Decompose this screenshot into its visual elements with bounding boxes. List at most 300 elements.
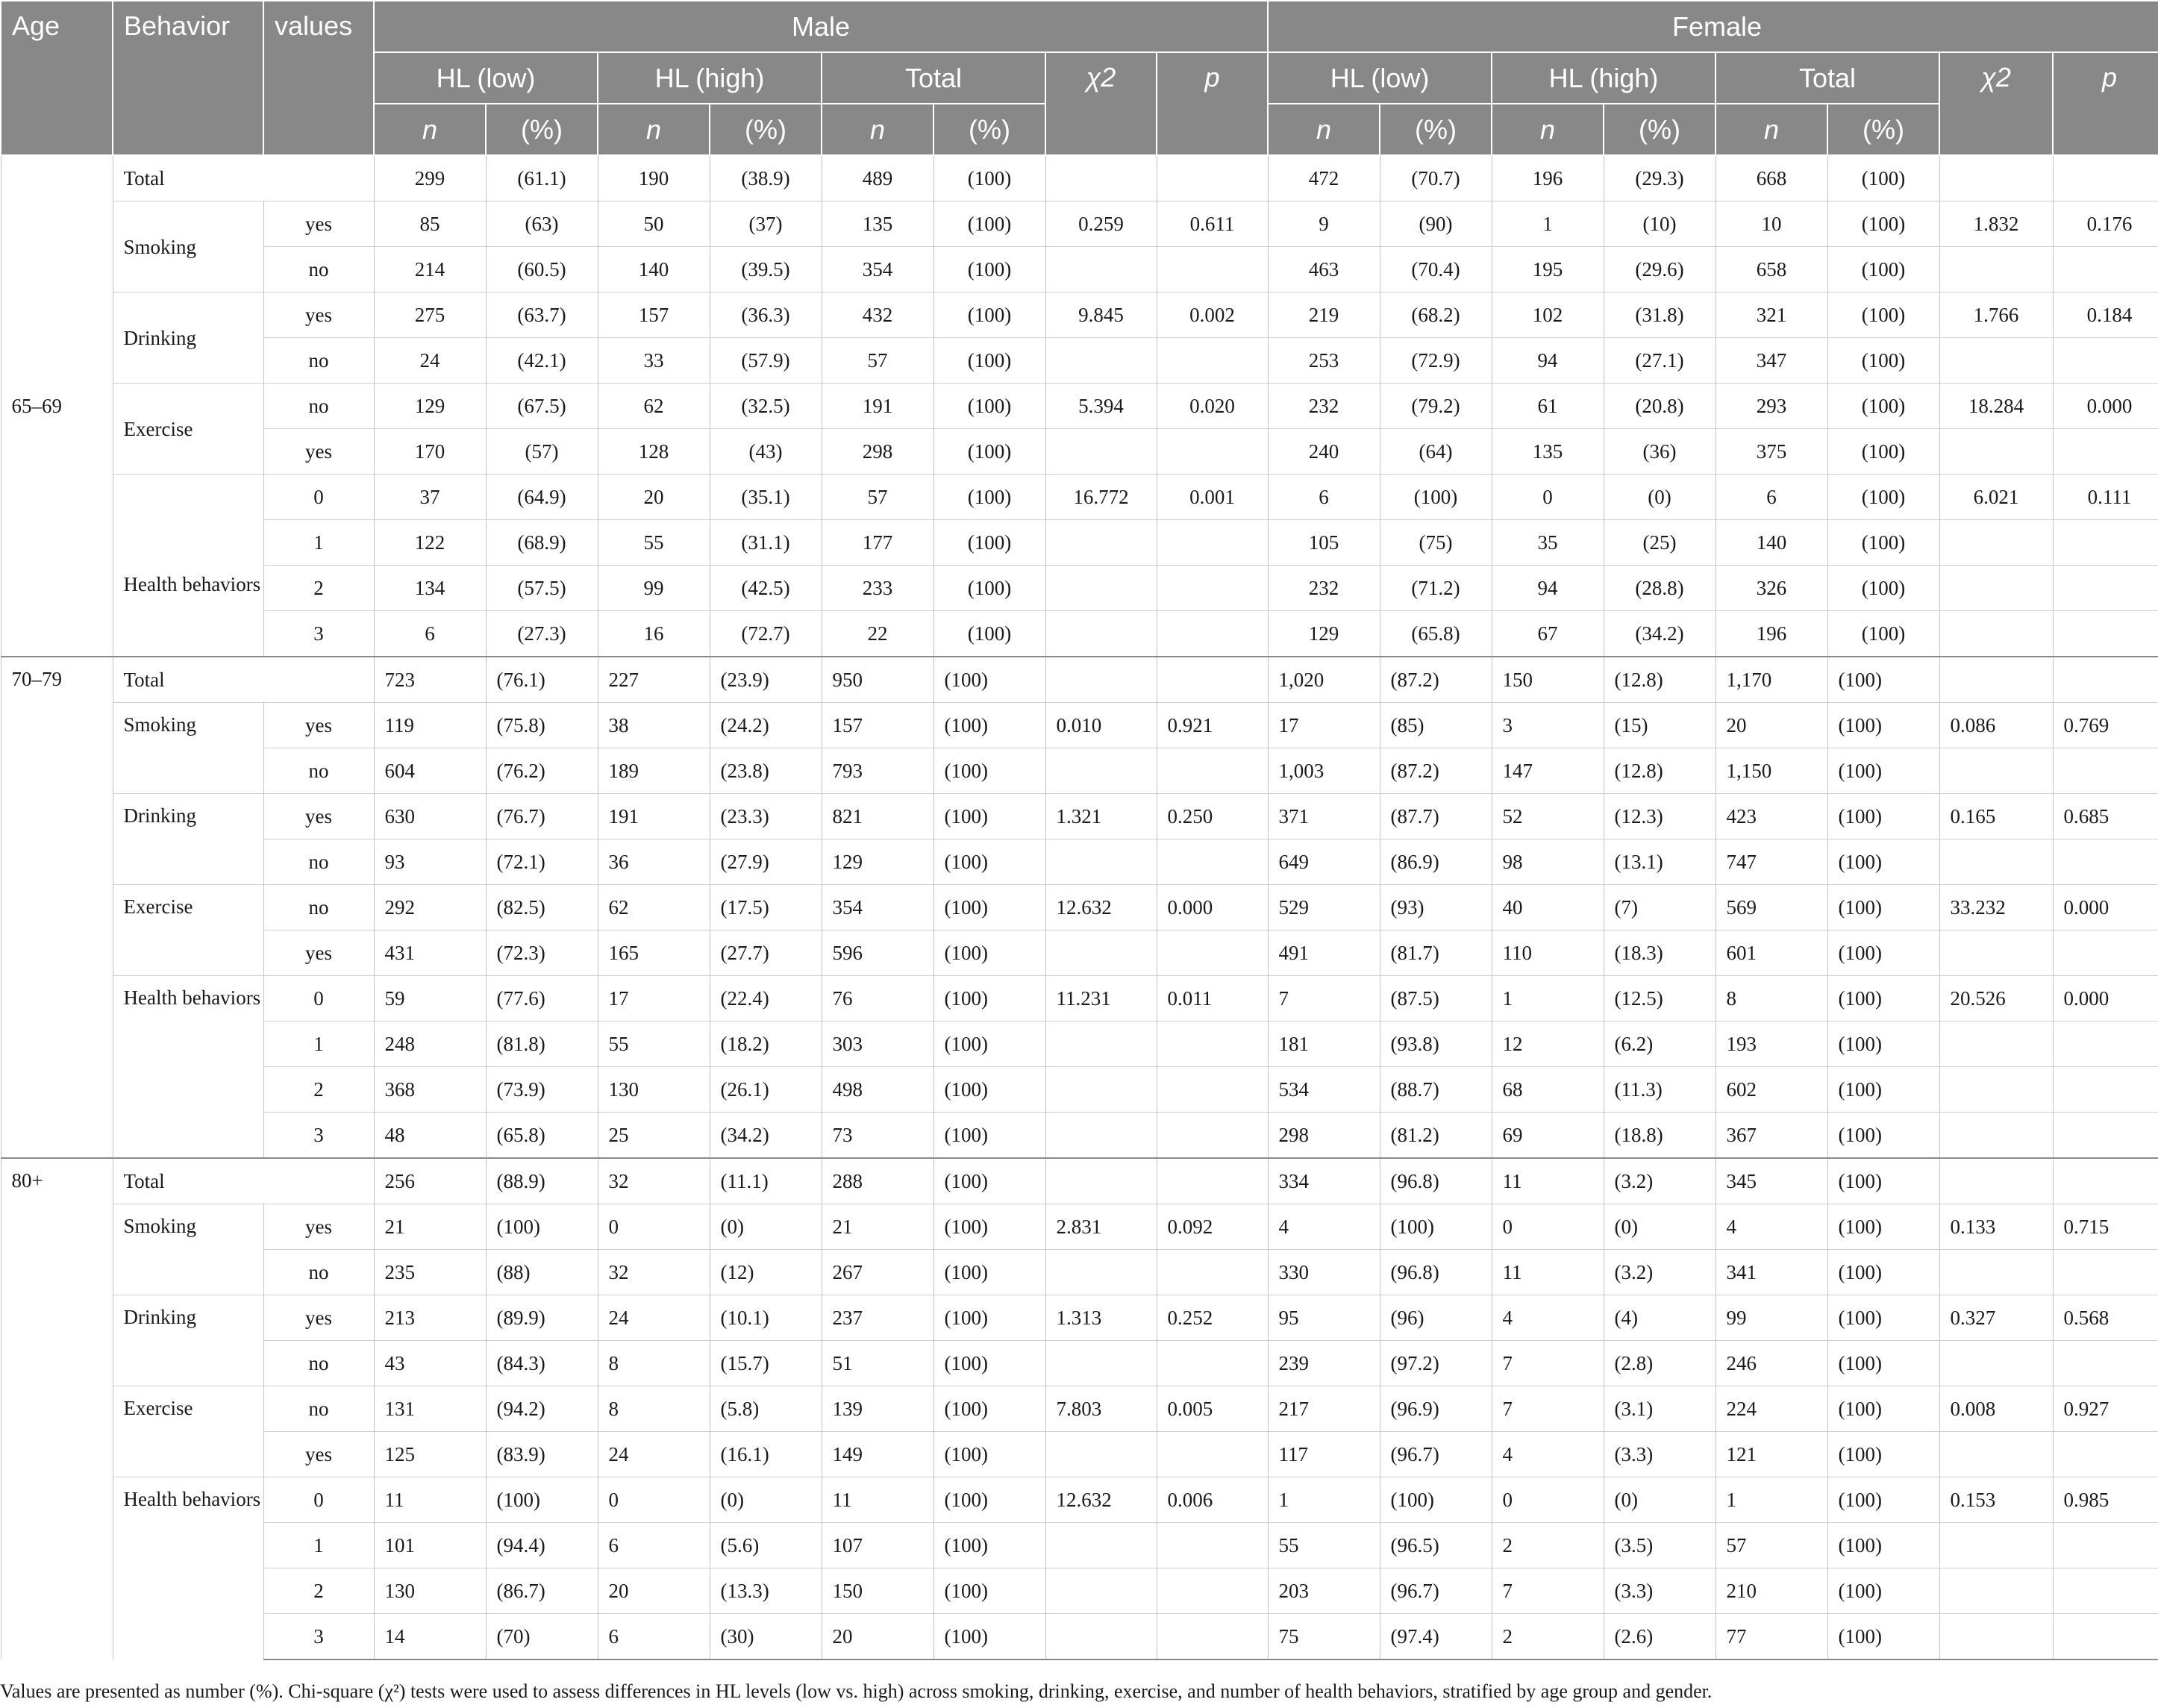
female-cell: 0.000 <box>2053 384 2158 429</box>
value-cell: no <box>263 1341 374 1386</box>
female-total-cell: (100) <box>1827 657 1939 703</box>
value-cell: no <box>263 748 374 794</box>
value-cell: no <box>263 247 374 293</box>
female-total-cell: 334 <box>1268 1158 1380 1204</box>
female-cell: (96.7) <box>1380 1432 1492 1477</box>
male-cell: 0.001 <box>1157 475 1268 520</box>
male-cell: 93 <box>374 839 486 885</box>
male-cell: (83.9) <box>486 1432 598 1477</box>
header-male-total: Total <box>822 52 1045 104</box>
female-cell: 3 <box>1492 703 1604 748</box>
male-cell <box>1157 1067 1268 1113</box>
female-cell: (2.8) <box>1604 1341 1716 1386</box>
female-cell <box>2053 1341 2158 1386</box>
female-cell: (70.4) <box>1380 247 1492 293</box>
male-cell: 36 <box>598 839 710 885</box>
female-cell <box>2053 1250 2158 1295</box>
male-cell: 0 <box>598 1477 710 1523</box>
value-cell: yes <box>263 930 374 976</box>
male-cell: (26.1) <box>710 1067 822 1113</box>
female-cell: 0.568 <box>2053 1295 2158 1341</box>
female-cell: (97.2) <box>1380 1341 1492 1386</box>
age-group-cell: 65–69 <box>1 155 113 657</box>
female-cell: (100) <box>1827 1386 1939 1432</box>
male-cell: (76.2) <box>486 748 598 794</box>
male-cell: 119 <box>374 703 486 748</box>
table-row <box>1 1614 2158 1660</box>
behavior-cell: Drinking <box>113 1295 263 1386</box>
header-values: values <box>263 1 374 155</box>
female-cell: (72.9) <box>1380 338 1492 384</box>
male-cell <box>1157 1022 1268 1067</box>
male-cell: 14 <box>374 1614 486 1660</box>
female-cell: 99 <box>1716 1295 1827 1341</box>
female-cell: 224 <box>1716 1386 1827 1432</box>
female-cell: 181 <box>1268 1022 1380 1067</box>
table-row <box>1 657 2158 703</box>
female-cell: 40 <box>1492 885 1604 930</box>
male-cell: 9.845 <box>1045 293 1157 338</box>
female-cell: 68 <box>1492 1067 1604 1113</box>
female-cell: (0) <box>1604 475 1716 520</box>
female-cell <box>2053 1022 2158 1067</box>
male-cell: 57 <box>822 475 933 520</box>
female-cell: 1 <box>1716 1477 1827 1523</box>
behavior-cell: Health behaviors <box>113 1477 263 1660</box>
male-cell: (100) <box>933 611 1045 657</box>
header-female-chi2: χ2 <box>1939 52 2053 155</box>
male-cell <box>1157 520 1268 566</box>
table-row <box>1 1204 2158 1250</box>
male-cell: 62 <box>598 384 710 429</box>
table-row <box>1 839 2158 885</box>
female-cell: 6.021 <box>1939 475 2053 520</box>
female-cell: 117 <box>1268 1432 1380 1477</box>
female-total-cell: (29.3) <box>1604 155 1716 201</box>
total-label: Total <box>113 1158 374 1204</box>
male-total-cell: 723 <box>374 657 486 703</box>
male-cell: 157 <box>598 293 710 338</box>
female-cell: (100) <box>1827 930 1939 976</box>
female-cell: (93) <box>1380 885 1492 930</box>
male-cell <box>1157 1614 1268 1660</box>
male-cell: 20 <box>822 1614 933 1660</box>
female-cell: 105 <box>1268 520 1380 566</box>
female-cell: 67 <box>1492 611 1604 657</box>
male-cell: (100) <box>933 1067 1045 1113</box>
female-cell <box>1939 748 2053 794</box>
age-group-cell: 80+ <box>1 1158 113 1659</box>
male-cell: (82.5) <box>486 885 598 930</box>
male-cell: (35.1) <box>710 475 822 520</box>
male-cell <box>1045 748 1157 794</box>
female-cell: 1.766 <box>1939 293 2053 338</box>
male-cell: 0.259 <box>1045 201 1157 247</box>
male-total-cell: 489 <box>822 155 933 201</box>
header-male-low-pct: (%) <box>486 104 598 155</box>
female-cell: 0.769 <box>2053 703 2158 748</box>
female-cell: (65.8) <box>1380 611 1492 657</box>
male-cell: (100) <box>933 384 1045 429</box>
male-cell: 0.252 <box>1157 1295 1268 1341</box>
male-cell: 43 <box>374 1341 486 1386</box>
female-cell: 12 <box>1492 1022 1604 1067</box>
female-cell: (27.1) <box>1604 338 1716 384</box>
female-cell: (100) <box>1827 976 1939 1022</box>
value-cell: yes <box>263 429 374 475</box>
male-cell: 59 <box>374 976 486 1022</box>
female-cell: 330 <box>1268 1250 1380 1295</box>
female-cell: (18.3) <box>1604 930 1716 976</box>
value-cell: no <box>263 885 374 930</box>
male-cell: 0.020 <box>1157 384 1268 429</box>
female-cell: 61 <box>1492 384 1604 429</box>
table-row <box>1 1250 2158 1295</box>
male-cell: 298 <box>822 429 933 475</box>
male-cell <box>1157 748 1268 794</box>
male-cell <box>1045 247 1157 293</box>
male-cell <box>1045 1432 1157 1477</box>
value-cell: yes <box>263 1432 374 1477</box>
female-cell: (100) <box>1827 1067 1939 1113</box>
female-cell <box>1939 338 2053 384</box>
female-cell: 7 <box>1492 1386 1604 1432</box>
female-cell: (96.7) <box>1380 1568 1492 1614</box>
female-cell: (3.3) <box>1604 1568 1716 1614</box>
table-row <box>1 338 2158 384</box>
male-cell: (100) <box>933 338 1045 384</box>
female-cell: (97.4) <box>1380 1614 1492 1660</box>
female-cell: (20.8) <box>1604 384 1716 429</box>
male-cell: 1.313 <box>1045 1295 1157 1341</box>
female-cell: (100) <box>1827 1523 1939 1568</box>
table-row <box>1 566 2158 611</box>
female-cell: 6 <box>1268 475 1380 520</box>
male-cell: 73 <box>822 1113 933 1159</box>
female-cell: (93.8) <box>1380 1022 1492 1067</box>
female-cell <box>1939 1341 2053 1386</box>
female-cell: (96.9) <box>1380 1386 1492 1432</box>
male-p-cell <box>1157 1158 1268 1204</box>
male-cell: 125 <box>374 1432 486 1477</box>
female-total-cell: 472 <box>1268 155 1380 201</box>
male-total-cell: (23.9) <box>710 657 822 703</box>
male-total-cell: 288 <box>822 1158 933 1204</box>
female-cell: 649 <box>1268 839 1380 885</box>
male-cell: (100) <box>933 566 1045 611</box>
male-cell: (10.1) <box>710 1295 822 1341</box>
table-row <box>1 1295 2158 1341</box>
female-cell <box>1939 611 2053 657</box>
female-cell <box>2053 429 2158 475</box>
male-p-cell <box>1157 155 1268 201</box>
male-cell: (100) <box>933 703 1045 748</box>
female-cell: (15) <box>1604 703 1716 748</box>
male-cell: 24 <box>374 338 486 384</box>
header-female-total: Total <box>1716 52 1939 104</box>
header-male-low-n: n <box>374 104 486 155</box>
female-cell: (18.8) <box>1604 1113 1716 1159</box>
male-cell: (94.2) <box>486 1386 598 1432</box>
male-cell: 50 <box>598 201 710 247</box>
female-cell: (100) <box>1827 1477 1939 1523</box>
table-row <box>1 201 2158 247</box>
female-cell: (88.7) <box>1380 1067 1492 1113</box>
male-cell: 21 <box>374 1204 486 1250</box>
table-row <box>1 611 2158 657</box>
female-cell: (96) <box>1380 1295 1492 1341</box>
value-cell: yes <box>263 201 374 247</box>
female-cell: (100) <box>1827 1341 1939 1386</box>
header-male-total-n: n <box>822 104 933 155</box>
female-cell: 232 <box>1268 566 1380 611</box>
female-cell: 529 <box>1268 885 1380 930</box>
female-p-cell <box>2053 1158 2158 1204</box>
female-cell <box>1939 1067 2053 1113</box>
male-cell: 6 <box>374 611 486 657</box>
female-cell: 747 <box>1716 839 1827 885</box>
female-cell: 33.232 <box>1939 885 2053 930</box>
female-cell: 140 <box>1716 520 1827 566</box>
female-cell: 52 <box>1492 794 1604 839</box>
female-cell: (100) <box>1827 1022 1939 1067</box>
female-cell: 253 <box>1268 338 1380 384</box>
male-cell: (100) <box>933 1295 1045 1341</box>
male-cell: 20 <box>598 475 710 520</box>
female-cell <box>1939 520 2053 566</box>
male-total-cell: (100) <box>933 1158 1045 1204</box>
male-cell <box>1157 611 1268 657</box>
male-cell <box>1045 839 1157 885</box>
male-cell: (100) <box>933 1022 1045 1067</box>
male-cell: (100) <box>933 1523 1045 1568</box>
female-cell: (100) <box>1827 247 1939 293</box>
female-total-cell: (87.2) <box>1380 657 1492 703</box>
male-cell: (63.7) <box>486 293 598 338</box>
value-cell: 1 <box>263 520 374 566</box>
male-cell <box>1045 1067 1157 1113</box>
male-cell <box>1045 1523 1157 1568</box>
male-cell: 21 <box>822 1204 933 1250</box>
female-cell: (12.8) <box>1604 748 1716 794</box>
table-row <box>1 1341 2158 1386</box>
female-cell: 35 <box>1492 520 1604 566</box>
male-total-cell: (76.1) <box>486 657 598 703</box>
female-cell: (100) <box>1380 1477 1492 1523</box>
female-cell: 463 <box>1268 247 1380 293</box>
header-age: Age <box>1 1 113 155</box>
table-row <box>1 1067 2158 1113</box>
table-row <box>1 1568 2158 1614</box>
male-cell: 76 <box>822 976 933 1022</box>
total-label: Total <box>113 657 374 703</box>
female-cell: (25) <box>1604 520 1716 566</box>
male-cell: (100) <box>486 1204 598 1250</box>
female-cell: (96.5) <box>1380 1523 1492 1568</box>
female-chi2-cell <box>1939 657 2053 703</box>
male-total-cell: 950 <box>822 657 933 703</box>
female-cell: (100) <box>1827 1568 1939 1614</box>
female-cell: (100) <box>1380 475 1492 520</box>
male-cell: 38 <box>598 703 710 748</box>
male-cell: (15.7) <box>710 1341 822 1386</box>
female-cell: 217 <box>1268 1386 1380 1432</box>
male-total-cell: 190 <box>598 155 710 201</box>
male-cell: (100) <box>933 885 1045 930</box>
female-cell <box>1939 1614 2053 1660</box>
male-cell: 107 <box>822 1523 933 1568</box>
male-cell: 55 <box>598 1022 710 1067</box>
male-cell: 821 <box>822 794 933 839</box>
female-cell: 11 <box>1492 1250 1604 1295</box>
male-cell: (100) <box>486 1477 598 1523</box>
female-cell: 98 <box>1492 839 1604 885</box>
male-cell: 12.632 <box>1045 1477 1157 1523</box>
female-cell: 1.832 <box>1939 201 2053 247</box>
male-cell: (64.9) <box>486 475 598 520</box>
male-cell: 248 <box>374 1022 486 1067</box>
female-cell: (100) <box>1827 293 1939 338</box>
male-cell <box>1157 1250 1268 1295</box>
male-cell: (27.9) <box>710 839 822 885</box>
male-cell: 275 <box>374 293 486 338</box>
male-cell: 122 <box>374 520 486 566</box>
male-cell: 37 <box>374 475 486 520</box>
female-cell <box>1939 1113 2053 1159</box>
behavior-cell: Exercise <box>113 1386 263 1477</box>
male-cell: 0.092 <box>1157 1204 1268 1250</box>
female-cell: (71.2) <box>1380 566 1492 611</box>
male-cell: (94.4) <box>486 1523 598 1568</box>
female-cell: 193 <box>1716 1022 1827 1067</box>
female-cell <box>2053 1432 2158 1477</box>
male-cell: (0) <box>710 1477 822 1523</box>
male-cell: 131 <box>374 1386 486 1432</box>
header-male-high-pct: (%) <box>710 104 822 155</box>
female-total-cell: 345 <box>1716 1158 1827 1204</box>
male-cell <box>1045 520 1157 566</box>
male-cell: 432 <box>822 293 933 338</box>
male-cell: 55 <box>598 520 710 566</box>
male-cell: 189 <box>598 748 710 794</box>
male-cell <box>1157 1113 1268 1159</box>
female-cell <box>2053 611 2158 657</box>
male-cell: 130 <box>598 1067 710 1113</box>
male-cell <box>1045 338 1157 384</box>
female-cell: 0.327 <box>1939 1295 2053 1341</box>
female-cell: 0.000 <box>2053 885 2158 930</box>
male-cell <box>1157 839 1268 885</box>
header-male-total-pct: (%) <box>933 104 1045 155</box>
male-cell: 170 <box>374 429 486 475</box>
female-cell: (29.6) <box>1604 247 1716 293</box>
female-cell: (100) <box>1827 748 1939 794</box>
female-cell: 0 <box>1492 1204 1604 1250</box>
male-cell: 85 <box>374 201 486 247</box>
male-cell: (100) <box>933 520 1045 566</box>
male-cell: (76.7) <box>486 794 598 839</box>
female-cell: 77 <box>1716 1614 1827 1660</box>
female-cell: 0.685 <box>2053 794 2158 839</box>
female-cell: (3.5) <box>1604 1523 1716 1568</box>
female-total-cell: 11 <box>1492 1158 1604 1204</box>
table-body <box>1 155 2158 1659</box>
header-male-chi2: χ2 <box>1045 52 1157 155</box>
male-cell: 128 <box>598 429 710 475</box>
male-cell: 237 <box>822 1295 933 1341</box>
female-cell <box>2053 566 2158 611</box>
age-group-cell: 70–79 <box>1 657 113 1158</box>
female-cell: (31.8) <box>1604 293 1716 338</box>
male-cell: 129 <box>822 839 933 885</box>
male-cell: (63) <box>486 201 598 247</box>
male-cell: 157 <box>822 703 933 748</box>
behavior-cell: Health behaviors <box>113 976 263 1159</box>
female-cell <box>1939 1568 2053 1614</box>
female-cell: 210 <box>1716 1568 1827 1614</box>
female-total-cell: (70.7) <box>1380 155 1492 201</box>
male-cell: 177 <box>822 520 933 566</box>
male-cell: (100) <box>933 839 1045 885</box>
table-footnote: Values are presented as number (%). Chi-square (χ²) tests were used to assess differences in HL levels (low vs. high) across smoking, drinking, exercise, and number of health behaviors, stratified by age group and gender. <box>0 1680 1713 1702</box>
header-male: Male <box>374 1 1268 52</box>
female-cell: (85) <box>1380 703 1492 748</box>
behavior-cell: Smoking <box>113 201 263 293</box>
female-cell: (12.5) <box>1604 976 1716 1022</box>
male-cell: (89.9) <box>486 1295 598 1341</box>
female-cell: 0.985 <box>2053 1477 2158 1523</box>
male-cell: (77.6) <box>486 976 598 1022</box>
female-cell: (3.1) <box>1604 1386 1716 1432</box>
female-cell: 0.008 <box>1939 1386 2053 1432</box>
male-cell: 235 <box>374 1250 486 1295</box>
header-female-total-pct: (%) <box>1827 104 1939 155</box>
male-cell: (100) <box>933 1113 1045 1159</box>
table-row <box>1 1113 2158 1159</box>
male-cell: 191 <box>822 384 933 429</box>
male-cell: 354 <box>822 885 933 930</box>
male-cell: (27.3) <box>486 611 598 657</box>
female-cell <box>2053 1113 2158 1159</box>
female-cell: (100) <box>1827 1113 1939 1159</box>
female-cell: 129 <box>1268 611 1380 657</box>
male-cell: 16 <box>598 611 710 657</box>
male-cell: 1.321 <box>1045 794 1157 839</box>
female-cell: 55 <box>1268 1523 1380 1568</box>
male-cell: 129 <box>374 384 486 429</box>
male-cell: (81.8) <box>486 1022 598 1067</box>
female-cell: (75) <box>1380 520 1492 566</box>
female-cell: 4 <box>1492 1295 1604 1341</box>
male-cell: 11.231 <box>1045 976 1157 1022</box>
female-cell: 321 <box>1716 293 1827 338</box>
female-cell: (100) <box>1380 1204 1492 1250</box>
value-cell: 2 <box>263 1568 374 1614</box>
table-row <box>1 247 2158 293</box>
female-cell: (68.2) <box>1380 293 1492 338</box>
value-cell: yes <box>263 703 374 748</box>
male-cell: (16.1) <box>710 1432 822 1477</box>
female-cell: 1 <box>1492 976 1604 1022</box>
female-cell: (87.7) <box>1380 794 1492 839</box>
female-cell: (64) <box>1380 429 1492 475</box>
female-cell: (100) <box>1827 338 1939 384</box>
header-female-high-n: n <box>1492 104 1604 155</box>
female-chi2-cell <box>1939 1158 2053 1204</box>
male-cell: (0) <box>710 1204 822 1250</box>
female-cell <box>2053 1523 2158 1568</box>
female-cell: 135 <box>1492 429 1604 475</box>
